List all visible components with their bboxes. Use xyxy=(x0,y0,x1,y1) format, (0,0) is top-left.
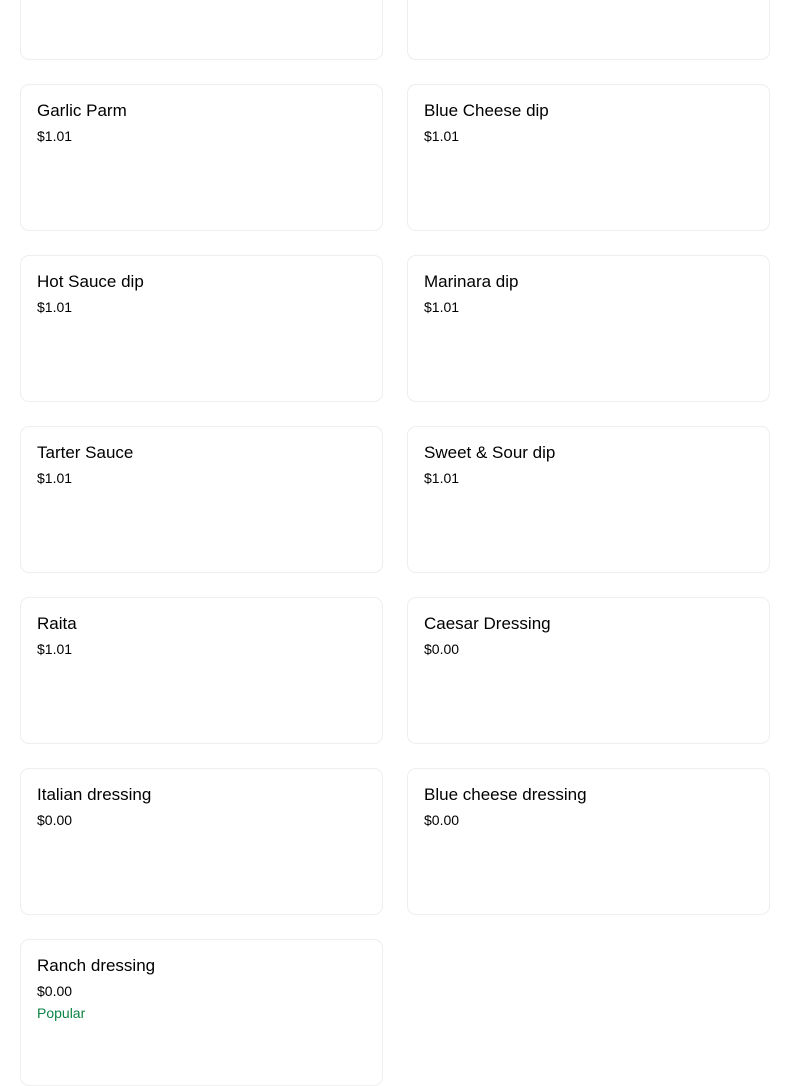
menu-item-price: $1.01 xyxy=(424,299,460,315)
menu-item-card[interactable] xyxy=(20,255,383,402)
menu-item-card[interactable] xyxy=(407,84,770,231)
menu-item-name: Blue cheese dressing xyxy=(424,785,587,804)
menu-item-name: Blue Cheese dip xyxy=(424,101,549,120)
menu-item-name: Tarter Sauce xyxy=(37,443,134,462)
menu-item-card[interactable] xyxy=(20,939,383,1086)
menu-item-price: $1.01 xyxy=(424,128,460,144)
menu-item-price: $0.00 xyxy=(424,812,460,828)
menu-item-card[interactable] xyxy=(20,0,383,60)
menu-item-card[interactable] xyxy=(20,768,383,915)
menu-item-name: Garlic Parm xyxy=(37,101,127,120)
menu-item-card[interactable] xyxy=(407,597,770,744)
menu-item-price: $0.00 xyxy=(37,983,73,999)
menu-item-price: $1.01 xyxy=(424,470,460,486)
menu-item-price: $1.01 xyxy=(37,299,73,315)
menu-item-card[interactable] xyxy=(407,255,770,402)
menu-item-name: Italian dressing xyxy=(37,785,152,804)
menu-item-price: $1.01 xyxy=(37,470,73,486)
menu-item-card[interactable] xyxy=(20,426,383,573)
menu-item-grid xyxy=(20,0,770,1086)
menu-item-price: $1.01 xyxy=(37,641,73,657)
menu-item-card[interactable] xyxy=(407,0,770,60)
menu-item-card[interactable] xyxy=(20,597,383,744)
menu-item-name: Sweet & Sour dip xyxy=(424,443,556,462)
menu-item-name: Caesar Dressing xyxy=(424,614,551,633)
menu-item-card[interactable] xyxy=(20,84,383,231)
menu-item-name: Marinara dip xyxy=(424,272,519,291)
menu-item-name: Raita xyxy=(37,614,77,633)
popular-badge: Popular xyxy=(37,1005,86,1021)
menu-item-card[interactable] xyxy=(407,426,770,573)
menu-item-name: Hot Sauce dip xyxy=(37,272,144,291)
menu-item-card[interactable] xyxy=(407,768,770,915)
menu-item-price: $0.00 xyxy=(37,812,73,828)
menu-item-price: $0.00 xyxy=(424,641,460,657)
menu-item-price: $1.01 xyxy=(37,128,73,144)
menu-item-name: Ranch dressing xyxy=(37,956,156,975)
